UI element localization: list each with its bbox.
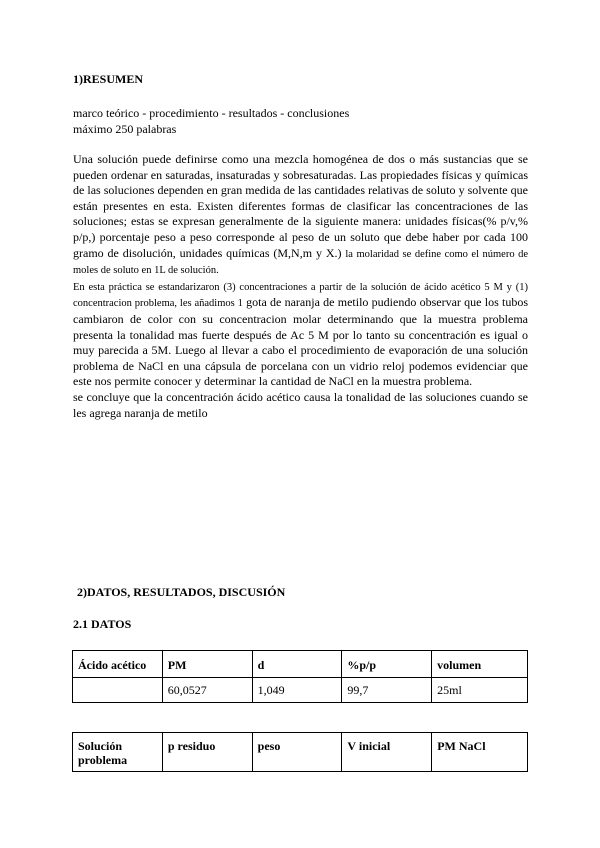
acetic-acid-data-table (72, 650, 528, 703)
table-row (73, 678, 528, 703)
summary-paragraph-2-text: gota de naranja de metilo pudiendo observar que los tubos cambiaron de color con su concentracion molar determinando que la muestra problema presenta la tonalidad mas fuerte después de Ac 5 M por lo tanto su concentración es igual o muy parecida a 5M. Luego al llevar a cabo el procedimiento de evaporación de una solución problema de NaCl en una cápsula de porcelana con un vidrio reloj podemos evidenciar que este nos permite conocer y determinar la cantidad de NaCl en la muestra problema. (73, 295, 529, 389)
table-header-row (73, 733, 528, 772)
table-header-cell: PM (162, 651, 252, 678)
table-cell: 60,0527 (162, 678, 252, 703)
summary-paragraph-1-text: Una solución puede definirse como una mezcla homogénea de dos o más sustancias que se pueden ordenar en saturadas, insaturadas y sobresaturadas. Las propiedades físicas y químicas de las soluciones dependen en gran medida de las cantidades relativas de soluto y solvente que están presentes en esta. Existen diferentes formas de clasificar las concentraciones de las soluciones; estas se expresan generalmente de la siguiente manera: unidades físicas(% p/v,% p/p,) porcentaje peso a peso corresponde al peso de un soluto que debe haber por cada 100 gramo de disolución, unidades químicas (M,N,m y X.) (73, 152, 528, 260)
table-header-cell: Ácido acético (73, 651, 163, 678)
table-header-cell: Solución problema (73, 733, 163, 772)
summary-paragraph-2-intro: En esta práctica se estandarizaron (3) concentraciones a partir de la solución de ácido acético 5 M y (1) concentracion problema, les añadimos 1 (73, 281, 528, 310)
section-heading-resumen: 1)RESUMEN (73, 72, 144, 86)
summary-paragraph-3: se concluye que la concentración ácido acético causa la tonalidad de las soluciones cuando se les agrega naranja de metilo (73, 389, 528, 420)
summary-body (73, 152, 528, 421)
table-header-row (73, 651, 528, 678)
problem-solution-table (72, 732, 528, 772)
table-cell: 25ml (432, 678, 528, 703)
subtitle-line-1: marco teórico - procedimiento - resultados - conclusiones (73, 106, 350, 120)
table-header-cell: PM NaCl (432, 733, 528, 772)
table-header-cell: d (252, 651, 342, 678)
table-cell: 1,049 (252, 678, 342, 703)
table-cell: 99,7 (342, 678, 432, 703)
table-header-cell: p residuo (162, 733, 252, 772)
summary-paragraph-1 (73, 152, 528, 279)
subsection-heading-datos: 2.1 DATOS (73, 617, 132, 631)
subtitle-line-2: máximo 250 palabras (73, 122, 177, 136)
table-header-cell: peso (252, 733, 342, 772)
table-header-cell: V inicial (342, 733, 432, 772)
section-heading-datos: 2)DATOS, RESULTADOS, DISCUSIÓN (77, 585, 286, 599)
table-cell (73, 678, 163, 703)
table-header-cell: volumen (432, 651, 528, 678)
summary-paragraph-2 (73, 279, 528, 390)
molarity-definition: la molaridad se define como el número de moles de soluto en 1L de solución. (73, 248, 528, 277)
table-header-cell: %p/p (342, 651, 432, 678)
